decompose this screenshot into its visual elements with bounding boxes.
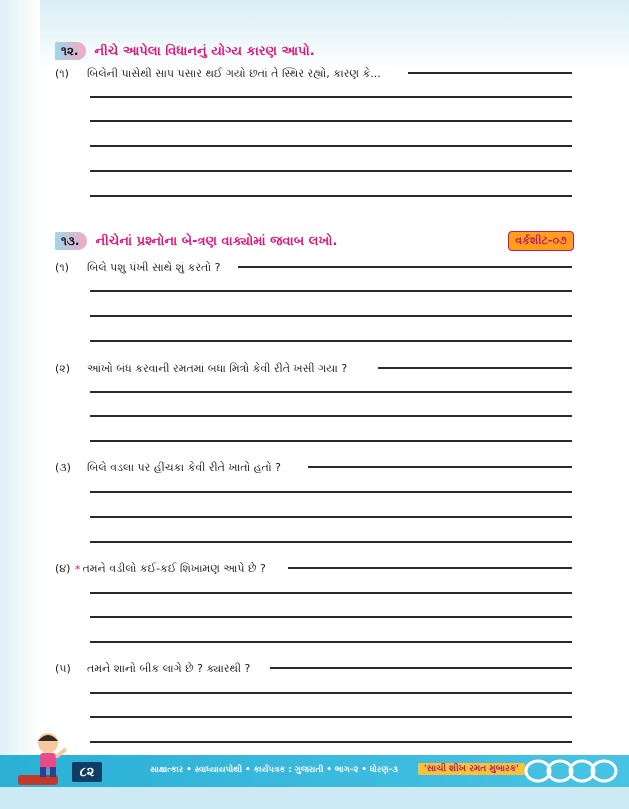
- answer-line[interactable]: [90, 592, 572, 594]
- answer-line[interactable]: [90, 120, 572, 122]
- child-mascot-icon: [18, 727, 78, 787]
- answer-line[interactable]: [90, 741, 572, 743]
- worksheet-badge: વર્કશીટ-૦૭: [508, 231, 574, 251]
- question-13-header: [55, 231, 337, 251]
- answer-line[interactable]: [90, 692, 572, 694]
- item-number: (૩): [55, 461, 71, 474]
- footer-text: સાક્ષાત્કાર • સ્વાધ્યાયપોથી • કાર્યપત્રક : ગુજરાતી • ભાગ-૨ • ધોરણ-૩: [150, 765, 398, 775]
- question-13-item-3: [55, 460, 285, 476]
- page-footer: [0, 755, 629, 809]
- item-text: તમને શાનો બીક લાગે છે ? ક્યારથી ?: [87, 662, 251, 675]
- question-12-header: [55, 41, 315, 61]
- item-text: આંખો બંધ કરવાની રમતમાં બધા મિત્રો કેવી રીતે ખસી ગયા ?: [87, 362, 348, 375]
- answer-line[interactable]: [308, 466, 572, 468]
- question-13-item-2: [55, 361, 351, 377]
- answer-line[interactable]: [90, 716, 572, 718]
- item-text: તમને વડીલો કઈ-કઈ શિખામણ આપે છે ?: [82, 562, 266, 575]
- answer-line[interactable]: [90, 391, 572, 393]
- answer-line[interactable]: [238, 266, 572, 268]
- answer-line[interactable]: [90, 290, 572, 292]
- footer-slogan: 'સાચી શીખ રમત મુબારક': [418, 763, 525, 775]
- answer-line[interactable]: [90, 340, 572, 342]
- answer-line[interactable]: [408, 72, 572, 74]
- answer-line[interactable]: [90, 440, 572, 442]
- answer-line[interactable]: [90, 541, 572, 543]
- answer-line[interactable]: [270, 667, 572, 669]
- question-12-number: ૧૨.: [55, 42, 86, 60]
- star-icon: *: [75, 562, 81, 576]
- answer-line[interactable]: [288, 567, 572, 569]
- question-12-item-1: [55, 66, 385, 82]
- item-number: (૪): [55, 562, 71, 575]
- item-number: (૫): [55, 662, 71, 675]
- item-number: (૧): [55, 67, 69, 80]
- item-text: બિલે પશુ પંખી સાથે શું કરતો ?: [87, 261, 221, 274]
- page-number: ૮૨: [72, 762, 102, 782]
- answer-line[interactable]: [90, 415, 572, 417]
- footer-lower-band: [0, 787, 629, 809]
- answer-line[interactable]: [90, 96, 572, 98]
- question-13-number: ૧૩.: [55, 232, 87, 250]
- item-number: (૧): [55, 261, 69, 274]
- answer-line[interactable]: [90, 170, 572, 172]
- answer-line[interactable]: [90, 616, 572, 618]
- question-13-item-4: [55, 561, 270, 577]
- answer-line[interactable]: [90, 195, 572, 197]
- item-text: બિલે વડલા પર હીંચકા કેવી રીતે ખાતો હતો ?: [87, 461, 281, 474]
- answer-line[interactable]: [90, 641, 572, 643]
- answer-line[interactable]: [90, 516, 572, 518]
- question-13-item-1: [55, 260, 224, 276]
- answer-line[interactable]: [90, 315, 572, 317]
- page-side-background: [0, 0, 40, 809]
- question-13-item-5: [55, 661, 254, 677]
- question-12-title: નીચે આપેલા વિધાનનું યોગ્ય કારણ આપો.: [94, 43, 315, 59]
- item-text: બિલેની પાસેથી સાપ પસાર થઈ ગયો છતાં તે સ્થિર રહ્યો, કારણ કે...: [87, 67, 381, 80]
- question-13-title: નીચેનાં પ્રશ્નોના બે-ત્રણ વાક્યોમાં જવાબ લખો.: [95, 233, 338, 249]
- answer-line[interactable]: [90, 145, 572, 147]
- item-number: (૨): [55, 362, 71, 375]
- answer-line[interactable]: [378, 367, 572, 369]
- answer-line[interactable]: [90, 491, 572, 493]
- rings-decoration-icon: [524, 758, 624, 784]
